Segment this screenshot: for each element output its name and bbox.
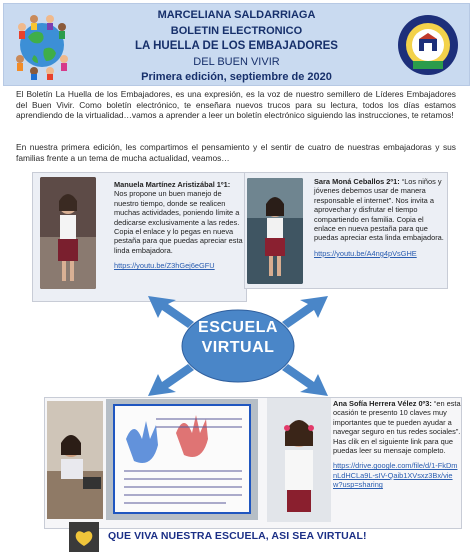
school-name: MARCELIANA SALDARRIAGA: [157, 9, 316, 21]
ambassador-description: Nos propone un buen manejo de nuestro tiempo, donde se realicen muchas actividades, poniendo límite a dedicarse exclusivamente a las redes. Copia el enlace y lo pegas en nueva pestaña para que puedas apreciar esta linda embajadora.: [114, 189, 243, 255]
school-seal-logo: [397, 11, 459, 79]
ambassador-name: Sara Moná Ceballos 2º1:: [314, 177, 400, 186]
card-text-sara: [314, 177, 446, 258]
ambassador-name: Manuela Martínez Aristizábal 1º1:: [114, 180, 231, 189]
ambassador-description: “en esta ocasión te presento 10 claves muy importantes que te pueden ayudar a navegar seguro en tus redes sociales”. Has clik en el siguiente link para que puedas leer su mensaje completo.: [333, 399, 461, 456]
escuela-virtual-graphic: [140, 290, 336, 402]
globe-children-logo: [14, 11, 70, 81]
bulletin-title: LA HUELLA DE LOS EMBAJADORES: [135, 40, 338, 52]
video-thumbnail-manuela[interactable]: [40, 177, 96, 289]
center-title-line-2: VIRTUAL: [201, 339, 275, 356]
header-banner: [3, 3, 470, 86]
video-thumbnail-sara[interactable]: [247, 178, 303, 284]
intro-paragraph-2: En nuestra primera edición, les compartimos el pensamiento y el sentir de cuatro de nuestras embajadoras y sus familias frente a un tema de mucha actualidad, veamos…: [16, 142, 456, 163]
card-text-ana-sofia: [333, 399, 461, 490]
document-link[interactable]: https://drive.google.com/file/d/1-FkDmnLdHCLa9L-sIV-Qaib1XVsxz3Bx/view?usp=sharing: [333, 461, 458, 490]
edition-date: Primera edición, septiembre de 2020: [141, 71, 332, 83]
photo-ana-sofia: [267, 398, 331, 522]
handprint-heart-icon: [69, 522, 99, 552]
intro-paragraph-1: El Boletín La Huella de los Embajadores, es una expresión, es la voz de nuestro semillero de Líderes Embajadores del Buen Vivir. Como boletín electrónico, te enseñara nuevos trucos para su lectura, todos los días estamos aprendiendo de la virtualidad…vamos a aprender a leer un boletín electrónico siguiendo las instrucciones, te retamos!: [16, 89, 456, 121]
header-title-block: [74, 8, 399, 86]
center-title-line-1: ESCUELA: [198, 319, 278, 336]
ambassador-name: Ana Sofía Herrera Vélez 0º3:: [333, 399, 432, 408]
bulletin-subtitle: DEL BUEN VIVIR: [193, 55, 280, 68]
video-link[interactable]: https://youtu.be/A4ng4pVsGHE: [314, 248, 417, 258]
photo-handprint-poster: [106, 399, 258, 520]
photo-child-at-computer: [47, 401, 103, 519]
closing-slogan: QUE VIVA NUESTRA ESCUELA, ASI SEA VIRTUAL!: [108, 530, 367, 542]
ambassador-description: “Los niños y jóvenes debemos usar de manera responsable el internet”. Nos invita a aprovechar y disfrutar el tiempo compartiendo en familia. Copia el enlace en nueva pestaña para que puedas apreciar esta linda embajadora.: [314, 177, 444, 243]
bulletin-type: BOLETIN ELECTRONICO: [170, 24, 303, 37]
video-link[interactable]: https://youtu.be/Z3hGej6eGFU: [114, 261, 215, 271]
card-text-manuela: [114, 180, 244, 271]
